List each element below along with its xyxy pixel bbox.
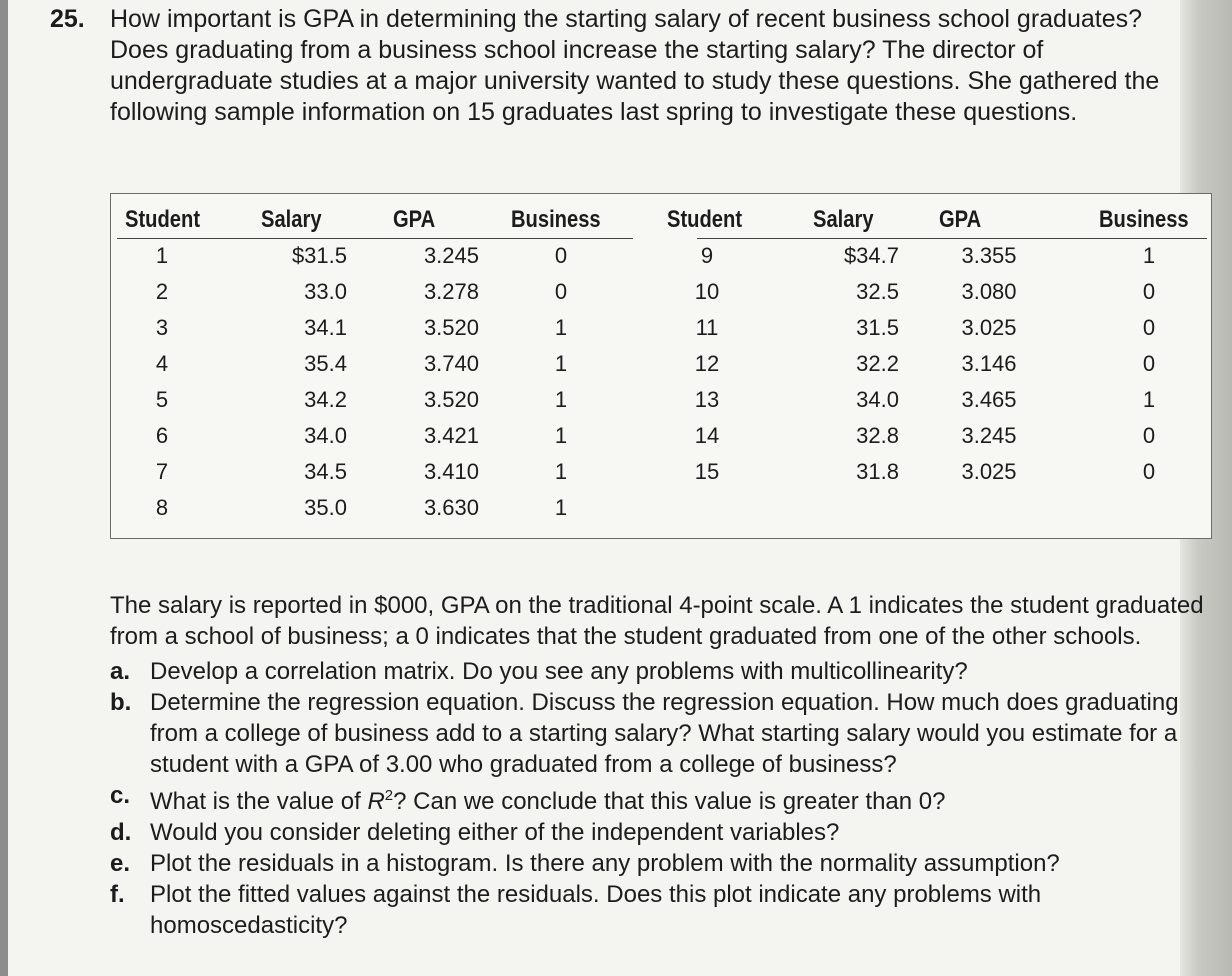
r-squared-exponent: 2 bbox=[384, 787, 394, 804]
part-text: Plot the residuals in a histogram. Is there any problem with the normality assumption? bbox=[150, 850, 1060, 877]
table-cell: 1 bbox=[554, 423, 568, 448]
header-salary: Salary bbox=[261, 206, 322, 233]
table-cell: 3.740 bbox=[423, 351, 479, 376]
table-cell: 2 bbox=[155, 279, 169, 304]
header-rule-left bbox=[117, 238, 633, 239]
table-cell: 3.245 bbox=[423, 243, 479, 268]
part-label: f. bbox=[110, 881, 125, 908]
table-cell: 0 bbox=[1142, 351, 1156, 376]
table-cell: 3.520 bbox=[423, 387, 479, 412]
table-cell: 35.4 bbox=[304, 351, 347, 376]
table-cell: 0 bbox=[1142, 279, 1156, 304]
table-cell: 14 bbox=[694, 423, 720, 448]
part-label: c. bbox=[110, 782, 131, 809]
header-student: Student bbox=[125, 206, 201, 233]
part-e bbox=[110, 848, 1220, 879]
column-gpa-left bbox=[393, 202, 479, 526]
table-cell: 1 bbox=[554, 459, 568, 484]
table-cell: 3.025 bbox=[961, 459, 1017, 484]
table-cell: 3.421 bbox=[423, 423, 479, 448]
question-25 bbox=[50, 4, 1180, 128]
question-number: 25. bbox=[50, 5, 85, 33]
header-gpa: GPA bbox=[939, 206, 982, 233]
table-cell: 34.2 bbox=[304, 387, 347, 412]
part-d bbox=[110, 817, 1220, 848]
part-text: What is the value of bbox=[150, 788, 368, 815]
table-cell: 3.146 bbox=[961, 351, 1017, 376]
part-label: d. bbox=[110, 819, 132, 846]
table-cell: 35.0 bbox=[304, 495, 347, 520]
table-cell: 1 bbox=[1142, 243, 1156, 268]
table-cell: 1 bbox=[554, 315, 568, 340]
table-cell: 1 bbox=[155, 243, 169, 268]
table-cell: 1 bbox=[554, 351, 568, 376]
table-cell: 3 bbox=[155, 315, 169, 340]
column-gpa-right bbox=[939, 202, 1039, 490]
header-rule-right bbox=[697, 238, 1207, 239]
table-cell: 31.8 bbox=[856, 459, 899, 484]
table-cell: 32.2 bbox=[856, 351, 899, 376]
part-label: b. bbox=[110, 689, 132, 716]
units-note: The salary is reported in $000, GPA on the traditional 4-point scale. A 1 indicates the student graduated from a school of business; a 0 indicates that the student graduated from one of the other schools. bbox=[110, 592, 1204, 650]
question-text: How important is GPA in determining the starting salary of recent business school graduates? Does graduating from a business school increase the starting salary? The director of undergraduate studies at a major university wanted to study these questions. She gathered the following sample information on 15 graduates last spring to investigate these questions. bbox=[110, 5, 1160, 126]
column-business-left bbox=[511, 202, 611, 526]
table-cell: 12 bbox=[694, 351, 720, 376]
column-business-right bbox=[1099, 202, 1199, 490]
part-text: Determine the regression equation. Discuss the regression equation. How much does graduating from a college of business add to a starting salary? What starting salary would you estimate for a student with a GPA of 3.00 who graduated from a college of business? bbox=[150, 689, 1179, 778]
header-business: Business bbox=[511, 206, 601, 233]
part-text: ? Can we conclude that this value is greater than 0? bbox=[393, 788, 946, 815]
part-text: Plot the fitted values against the residuals. Does this plot indicate any problems with homoscedasticity? bbox=[150, 881, 1042, 939]
table-cell: 0 bbox=[1142, 423, 1156, 448]
table-cell: 34.0 bbox=[856, 387, 899, 412]
column-student-left bbox=[125, 202, 199, 526]
table-cell: 0 bbox=[554, 279, 568, 304]
column-salary-right bbox=[813, 202, 899, 490]
table-cell: 33.0 bbox=[304, 279, 347, 304]
column-salary-left bbox=[261, 202, 347, 526]
table-cell: 34.5 bbox=[304, 459, 347, 484]
table-cell: $31.5 bbox=[291, 243, 347, 268]
table-cell: 32.5 bbox=[856, 279, 899, 304]
part-c bbox=[110, 780, 1220, 817]
page-edge-left bbox=[0, 0, 8, 976]
table-cell: 7 bbox=[155, 459, 169, 484]
table-cell: 34.1 bbox=[304, 315, 347, 340]
header-salary: Salary bbox=[813, 206, 874, 233]
table-cell: 32.8 bbox=[856, 423, 899, 448]
table-cell: 13 bbox=[694, 387, 720, 412]
column-student-right bbox=[667, 202, 747, 490]
table-cell: 3.465 bbox=[961, 387, 1017, 412]
r-squared-variable: R bbox=[367, 788, 385, 815]
table-cell: 3.245 bbox=[961, 423, 1017, 448]
table-cell: 6 bbox=[155, 423, 169, 448]
part-label: a. bbox=[110, 658, 131, 685]
table-cell: $34.7 bbox=[843, 243, 899, 268]
table-cell: 15 bbox=[694, 459, 720, 484]
exercise-notes bbox=[110, 590, 1220, 941]
part-label: e. bbox=[110, 850, 131, 877]
table-cell: 0 bbox=[1142, 459, 1156, 484]
table-cell: 9 bbox=[700, 243, 714, 268]
table-cell: 11 bbox=[695, 315, 719, 340]
table-cell: 3.025 bbox=[961, 315, 1017, 340]
table-cell: 8 bbox=[155, 495, 169, 520]
salary-data-table bbox=[110, 193, 1212, 539]
textbook-page bbox=[44, 0, 1204, 976]
header-business: Business bbox=[1099, 206, 1189, 233]
header-student: Student bbox=[667, 206, 743, 233]
table-cell: 3.410 bbox=[423, 459, 479, 484]
table-cell: 0 bbox=[554, 243, 568, 268]
table-cell: 0 bbox=[1142, 315, 1156, 340]
table-cell: 3.278 bbox=[423, 279, 479, 304]
table-cell: 3.080 bbox=[961, 279, 1017, 304]
table-cell: 5 bbox=[155, 387, 169, 412]
part-text: Would you consider deleting either of the independent variables? bbox=[150, 819, 840, 846]
table-cell: 3.630 bbox=[423, 495, 479, 520]
part-f bbox=[110, 879, 1220, 941]
header-gpa: GPA bbox=[393, 206, 436, 233]
table-cell: 1 bbox=[1142, 387, 1156, 412]
part-text: Develop a correlation matrix. Do you see any problems with multicollinearity? bbox=[150, 658, 968, 685]
table-cell: 31.5 bbox=[856, 315, 899, 340]
table-cell: 1 bbox=[554, 495, 568, 520]
part-b bbox=[110, 687, 1220, 780]
table-cell: 4 bbox=[155, 351, 169, 376]
part-a bbox=[110, 656, 1220, 687]
table-cell: 3.520 bbox=[423, 315, 479, 340]
table-cell: 3.355 bbox=[961, 243, 1017, 268]
table-cell: 1 bbox=[554, 387, 568, 412]
table-cell: 10 bbox=[694, 279, 720, 304]
table-cell: 34.0 bbox=[304, 423, 347, 448]
